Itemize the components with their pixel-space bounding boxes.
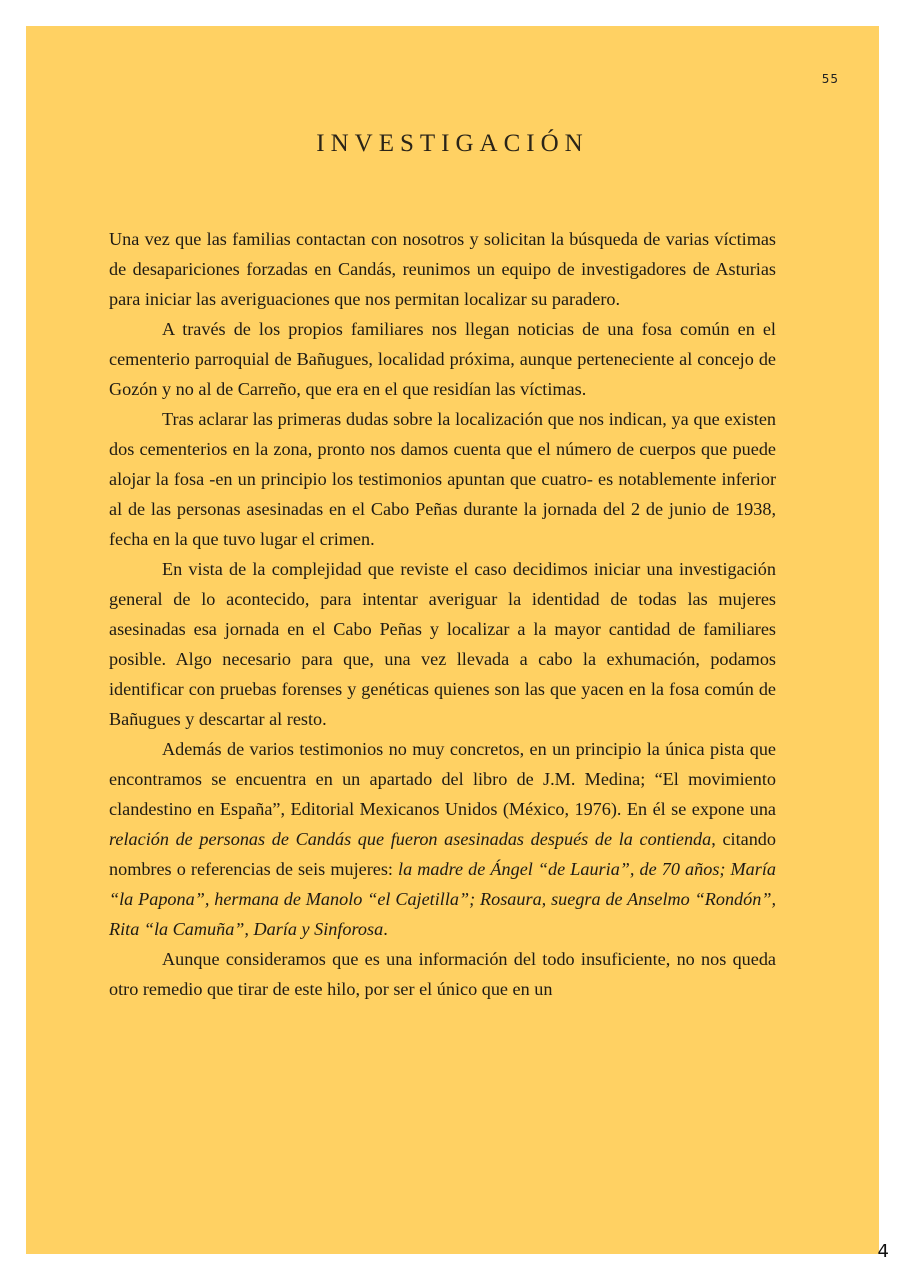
section-title: INVESTIGACIÓN — [316, 130, 589, 157]
paragraph-4: En vista de la complejidad que reviste el caso decidimos iniciar una investigación general de lo acontecido, para intentar averiguar la identidad de todas las mujeres asesinadas esa jornada en el Cabo Peñas y localizar a la mayor cantidad de familiares posible. Algo necesario para que, una vez llevada a cabo la exhumación, podamos identificar con pruebas forenses y genéticas quienes son las que yacen en la fosa común de Bañugues y descartar al resto. — [109, 559, 776, 729]
paragraph-2: A través de los propios familiares nos llegan noticias de una fosa común en el cementerio parroquial de Bañugues, localidad próxima, aunque perteneciente al concejo de Gozón y no al de Carreño, que era en el que residían las víctimas. — [109, 319, 776, 399]
corner-page-number: 4 — [877, 1241, 889, 1262]
document-page — [26, 26, 879, 1254]
paragraph-1: Una vez que las familias contactan con nosotros y solicitan la búsqueda de varias víctimas de desapariciones forzadas en Candás, reunimos un equipo de investigadores de Asturias para iniciar las averiguaciones que nos permitan localizar su paradero. — [109, 229, 776, 309]
paragraph-5-italic-a: relación de personas de Candás que fueron asesinadas después de la contienda — [109, 829, 712, 849]
paragraph-5-italic-b: la madre de Ángel “de Lauria”, de 70 años; María “la Papona”, hermana de Manolo “el Cajetilla”; Rosaura, suegra de Anselmo “Rondón”, Rita “la Camuña”, Daría y Sinforosa — [109, 859, 777, 939]
paragraph-5-text-a: Además de varios testimonios no muy concretos, en un principio la única pista que encontramos se encuentra en un apartado del libro de J.M. Medina; “El movimiento clandestino en España”, Editorial Mexicanos Unidos (México, 1976). En él se expone una — [109, 739, 776, 819]
paragraph-6: Aunque consideramos que es una información del todo insuficiente, no nos queda otro remedio que tirar de este hilo, por ser el único que en un — [109, 949, 776, 999]
paragraph-5 — [109, 734, 776, 944]
page-number: 55 — [821, 72, 839, 86]
body-text — [109, 224, 776, 1004]
paragraph-3: Tras aclarar las primeras dudas sobre la localización que nos indican, ya que existen dos cementerios en la zona, pronto nos damos cuenta que el número de cuerpos que puede alojar la fosa -en un principio los testimonios apuntan que cuatro- es notablemente inferior al de las personas asesinadas en el Cabo Peñas durante la jornada del 2 de junio de 1938, fecha en la que tuvo lugar el crimen. — [109, 409, 776, 549]
paragraph-5-text-b: , citando nombres o referencias de seis mujeres: — [109, 829, 776, 879]
paragraph-5-text-c: . — [383, 919, 388, 939]
